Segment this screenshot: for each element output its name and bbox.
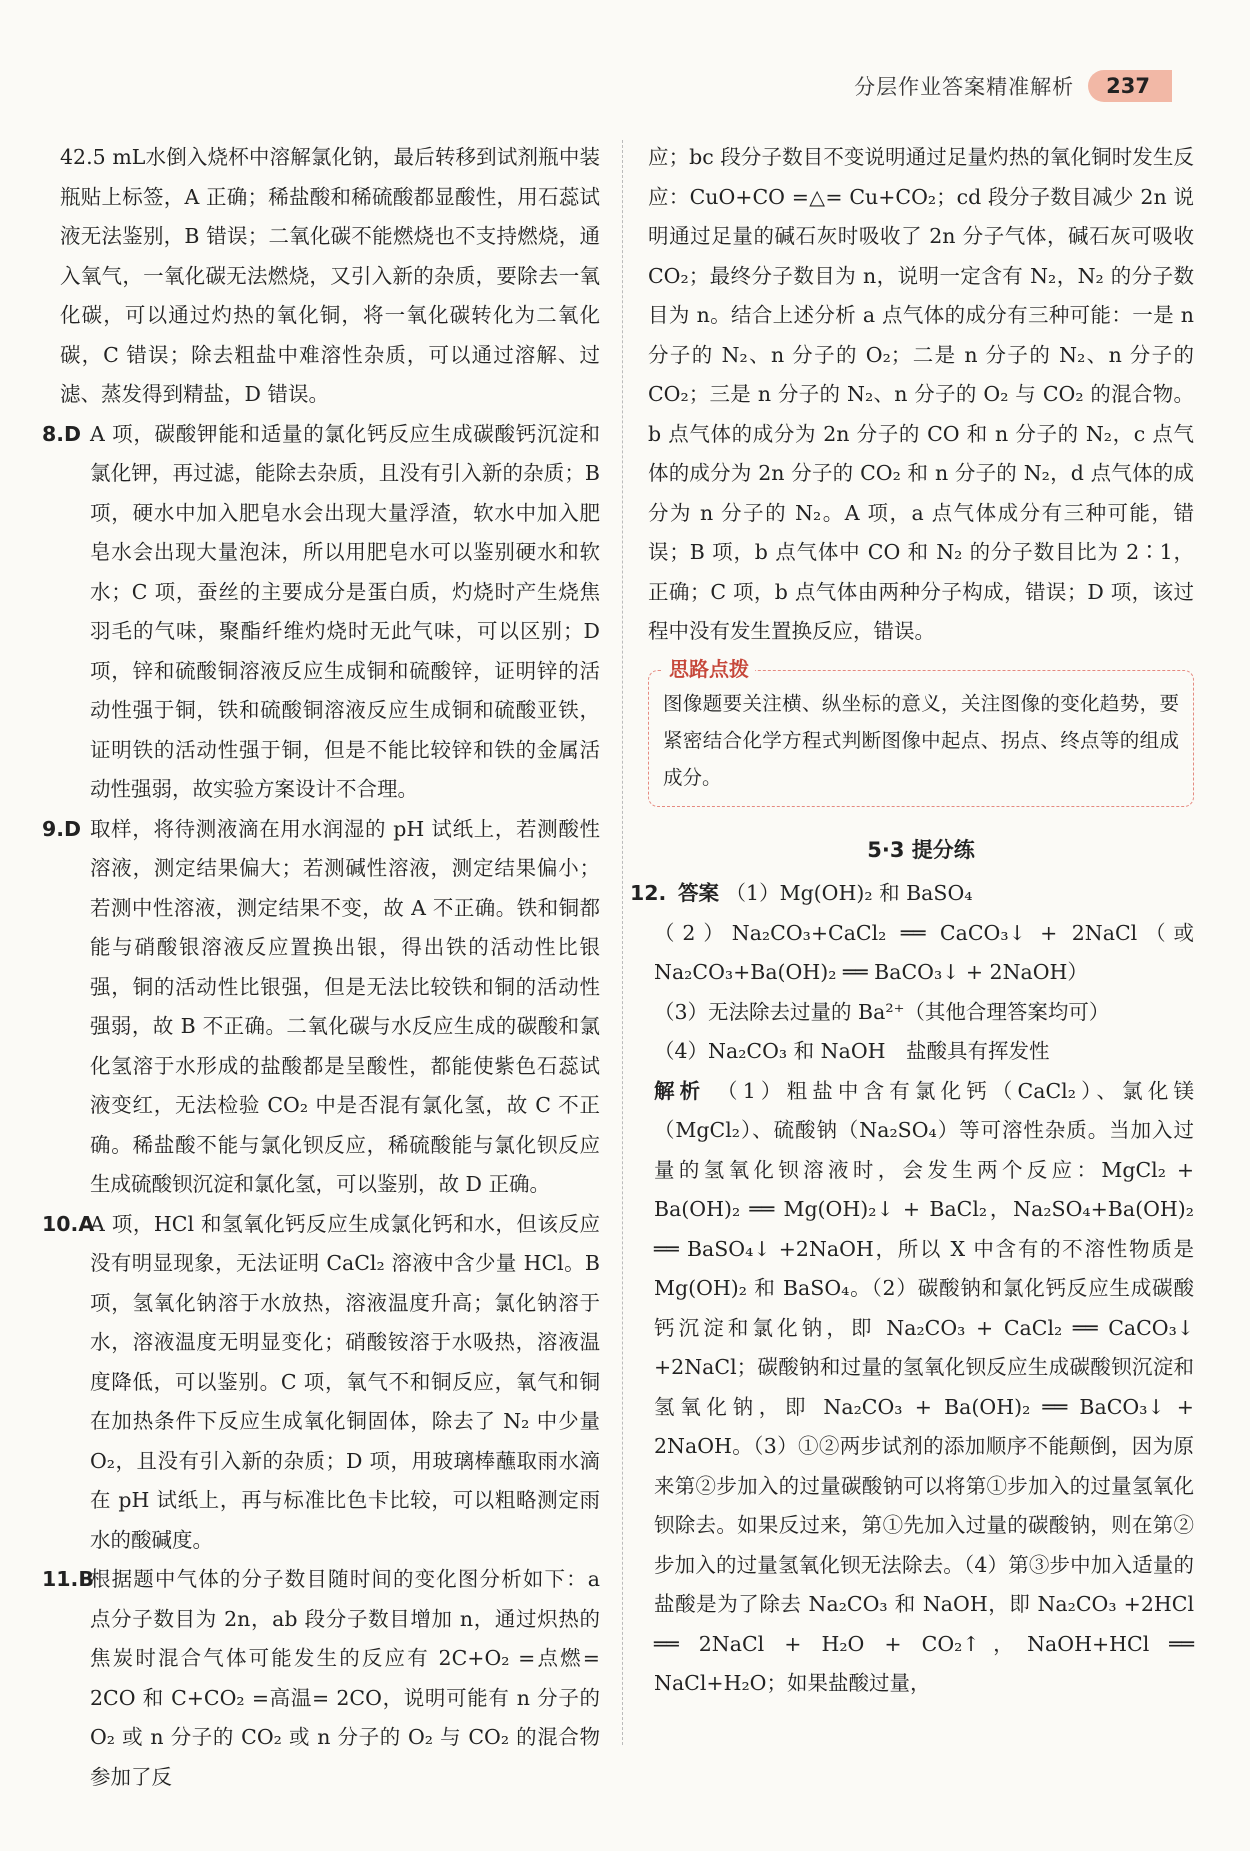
item-number: 10.A bbox=[42, 1211, 95, 1236]
answer-label: 答案 bbox=[678, 881, 719, 905]
item-number: 11.B bbox=[42, 1567, 94, 1591]
item-text: 取样，将待测液滴在用水润湿的 pH 试纸上，若测酸性溶液，测定结果偏大；若测碱性溶液，测定结果偏小；若测中性溶液，测定结果不变，故 A 不正确。铁和铜都能与硝酸银溶液反应置换出银，得出铁的活动性比银强，铜的活动性比银强，但是无法比较铁和铜的活动性强弱，故 B 不正确。二氧化碳与水反应生成的碳酸和氯化氢溶于水形成的盐酸都是呈酸性，都能使紫色石蕊试液变红，无法检验 CO₂ 中是否混有氯化氢，故 C 不正确。稀盐酸不能与氯化钡反应，稀硫酸能与氯化钡反应生成硫酸钡沉淀和氯化氢，可以鉴别，故 D 正确。 bbox=[90, 816, 600, 1196]
item-text bbox=[678, 874, 1194, 914]
hint-text: 图像题要关注横、纵坐标的意义，关注图像的变化趋势，要紧密结合化学方程式判断图像中起点、拐点、终点等的组成成分。 bbox=[663, 691, 1179, 789]
header-title: 分层作业答案精准解析 bbox=[854, 75, 1075, 99]
hint-title: 思路点拨 bbox=[663, 656, 755, 682]
item-number: 9.D bbox=[42, 816, 82, 841]
answer-1: （1）Mg(OH)₂ 和 BaSO₄ bbox=[725, 881, 973, 905]
answer-item-11 bbox=[42, 1560, 600, 1797]
item-text: A 项，HCl 和氢氧化钙反应生成氯化钙和水，但该反应没有明显现象，无法证明 CaCl₂ 溶液中含少量 HCl。B 项，氢氧化钠溶于水放热，溶液温度升高；氯化钠溶于水，溶液温度无明显变化；硝酸铵溶于水吸热，溶液温度降低，可以鉴别。C 项，氧气不和铜反应，氧气和铜在加热条件下反应生成氧化铜固体，除去了 N₂ 中少量 O₂，且没有引入新的杂质；D 项，用玻璃棒蘸取雨水滴在 pH 试纸上，再与标准比色卡比较，可以粗略测定雨水的酸碱度。 bbox=[90, 1211, 600, 1552]
item-text: 根据题中气体的分子数目随时间的变化图分析如下：a 点分子数目为 2n，ab 段分子数目增加 n，通过炽热的焦炭时混合气体可能发生的反应有 2C+O₂ =点燃= 2CO 和 C+CO₂ =高温= 2CO，说明可能有 n 分子的 O₂ 或 n 分子的 CO₂ 或 n 分子的 O₂ 与 CO₂ 的混合物参加了反 bbox=[90, 1567, 600, 1789]
left-column bbox=[42, 138, 600, 1797]
answer-item-8 bbox=[42, 415, 600, 810]
answer-item-9 bbox=[42, 810, 600, 1205]
item-number: 12. bbox=[630, 881, 667, 905]
answer-item-10 bbox=[42, 1205, 600, 1561]
analysis-block bbox=[648, 1072, 1194, 1704]
item-number: 8.D bbox=[42, 421, 82, 446]
page-header bbox=[854, 70, 1172, 102]
column-divider bbox=[622, 140, 623, 1745]
hint-box bbox=[648, 656, 1194, 807]
page-number: 237 bbox=[1088, 70, 1172, 102]
answer-4: （4）Na₂CO₃ 和 NaOH 盐酸具有挥发性 bbox=[654, 1039, 1050, 1063]
right-column bbox=[630, 138, 1194, 1704]
item-text: A 项，碳酸钾能和适量的氯化钙反应生成碳酸钙沉淀和氯化钾，再过滤，能除去杂质，且没有引入新的杂质；B 项，硬水中加入肥皂水会出现大量浮渣，软水中加入肥皂水会出现大量泡沫，所以用肥皂水可以鉴别硬水和软水；C 项，蚕丝的主要成分是蛋白质，灼烧时产生烧焦羽毛的气味，聚酯纤维灼烧时无此气味，可以区别；D 项，锌和硫酸铜溶液反应生成铜和硫酸锌，证明锌的活动性强于铜，铁和硫酸铜溶液反应生成铜和硫酸亚铁，证明铁的活动性强于铜，但是不能比较锌和铁的金属活动性强弱，故实验方案设计不合理。 bbox=[90, 421, 600, 801]
answer-2: （2）Na₂CO₃+CaCl₂ ══ CaCO₃↓ + 2NaCl（或 Na₂CO₃+Ba(OH)₂ ══ BaCO₃↓ + 2NaOH） bbox=[654, 920, 1194, 984]
analysis-text: （1）粗盐中含有氯化钙（CaCl₂）、氯化镁（MgCl₂）、硫酸钠（Na₂SO₄）等可溶性杂质。当加入过量的氢氧化钡溶液时，会发生两个反应：MgCl₂ + Ba(OH)₂ ══ Mg(OH)₂↓ + BaCl₂，Na₂SO₄+Ba(OH)₂ ══ BaSO₄↓ +2NaOH，所以 X 中含有的不溶性物质是 Mg(OH)₂ 和 BaSO₄。（2）碳酸钠和氯化钙反应生成碳酸钙沉淀和氯化钠，即 Na₂CO₃ + CaCl₂ ══ CaCO₃↓ +2NaCl；碳酸钠和过量的氢氧化钡反应生成碳酸钡沉淀和氢氧化钠，即 Na₂CO₃ + Ba(OH)₂ ══ BaCO₃↓ + 2NaOH。（3）①②两步试剂的添加顺序不能颠倒，因为原来第②步加入的过量碳酸钠可以将第①步加入的过量氢氧化钡除去。如果反过来，第①先加入过量的碳酸钠，则在第②步加入的过量氢氧化钡无法除去。（4）第③步中加入适量的盐酸是为了除去 Na₂CO₃ 和 NaOH，即 Na₂CO₃ +2HCl ══ 2NaCl + H₂O + CO₂↑，NaOH+HCl ══ NaCl+H₂O；如果盐酸过量， bbox=[654, 1078, 1194, 1695]
continuation-paragraph: 应；bc 段分子数目不变说明通过足量灼热的氧化铜时发生反应：CuO+CO =△= Cu+CO₂；cd 段分子数目减少 2n 说明通过足量的碱石灰时吸收了 2n 分子气体，碱石灰可吸收 CO₂；最终分子数目为 n，说明一定含有 N₂，N₂ 的分子数目为 n。结合上述分析 a 点气体的成分有三种可能：一是 n 分子的 N₂、n 分子的 O₂；二是 n 分子的 N₂、n 分子的 CO₂；三是 n 分子的 N₂、n 分子的 O₂ 与 CO₂ 的混合物。b 点气体的成分为 2n 分子的 CO 和 n 分子的 N₂，c 点气体的成分为 2n 分子的 CO₂ 和 n 分子的 N₂，d 点气体的成分为 n 分子的 N₂。A 项，a 点气体成分有三种可能，错误；B 项，b 点气体中 CO 和 N₂ 的分子数目比为 2∶1，正确；C 项，b 点气体由两种分子构成，错误；D 项，该过程中没有发生置换反应，错误。 bbox=[648, 145, 1194, 643]
answer-item-12 bbox=[630, 874, 1194, 914]
answer-3: （3）无法除去过量的 Ba²⁺（其他合理答案均可） bbox=[654, 999, 1110, 1024]
analysis-label: 解析 bbox=[654, 1078, 706, 1103]
intro-paragraph: 42.5 mL水倒入烧杯中溶解氯化钠，最后转移到试剂瓶中装瓶贴上标签，A 正确；稀盐酸和稀硫酸都显酸性，用石蕊试液无法鉴别，B 错误；二氧化碳不能燃烧也不支持燃烧，通入氧气，一氧化碳无法燃烧，又引入新的杂质，要除去一氧化碳，可以通过灼热的氧化铜，将一氧化碳转化为二氧化碳，C 错误；除去粗盐中难溶性杂质，可以通过溶解、过滤、蒸发得到精盐，D 错误。 bbox=[60, 145, 600, 406]
section-title: 5·3 提分练 bbox=[867, 837, 975, 862]
